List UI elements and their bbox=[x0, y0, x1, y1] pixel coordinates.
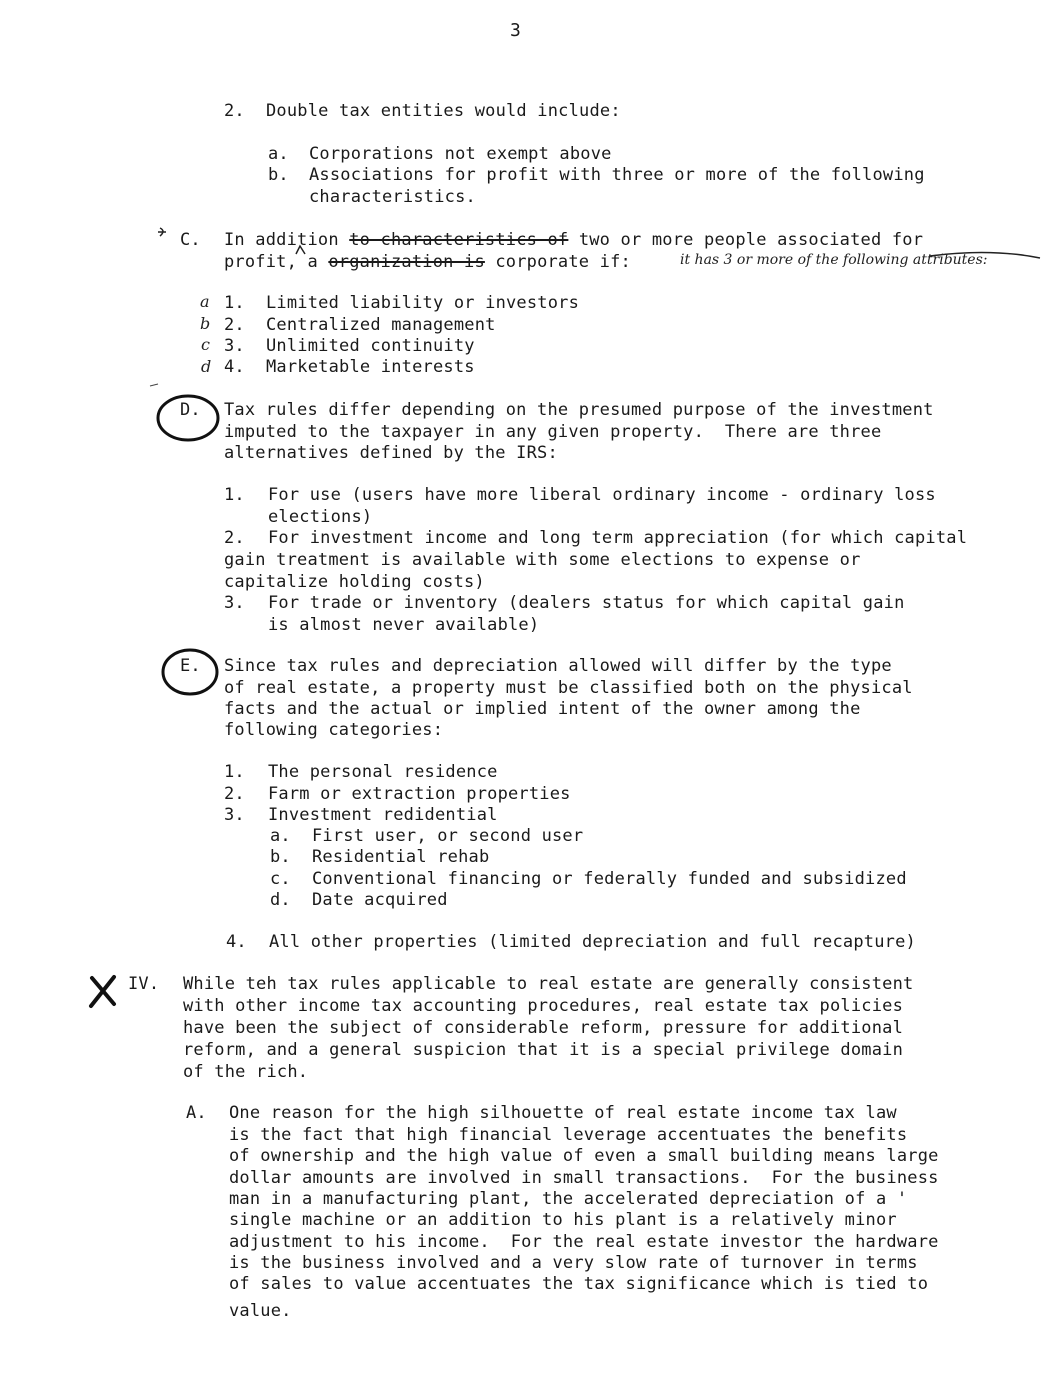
b2-b-label: b. bbox=[268, 165, 289, 185]
iv-x-mark bbox=[91, 977, 114, 1007]
c-item3-hand: c bbox=[201, 335, 210, 354]
iva-line9: of sales to value accentuates the tax significance which is tied to bbox=[229, 1274, 929, 1294]
d-item2-num: 2. bbox=[224, 528, 245, 548]
c-item3-text: Unlimited continuity bbox=[266, 336, 475, 356]
c-item2-num: 2. bbox=[224, 315, 245, 335]
c-line1-pre: In addition bbox=[224, 230, 339, 250]
c-item1-text: Limited liability or investors bbox=[266, 293, 580, 313]
c-item2-hand: b bbox=[200, 314, 211, 333]
d-item1-num: 1. bbox=[224, 485, 245, 505]
e-line4: following categories: bbox=[224, 720, 444, 740]
d-item1-line2: elections) bbox=[268, 507, 373, 527]
d-line2: imputed to the taxpayer in any given property. There are three bbox=[224, 422, 882, 442]
b2-b-continuation: characteristics. bbox=[309, 187, 476, 207]
e-sub-c-text: Conventional financing or federally funded and subsidized bbox=[312, 869, 907, 889]
e-sub-a-label: a. bbox=[270, 826, 291, 846]
e-item2-num: 2. bbox=[224, 784, 245, 804]
iv-line1: While teh tax rules applicable to real estate are generally consistent bbox=[183, 974, 914, 994]
e-sub-d-label: d. bbox=[270, 890, 291, 910]
c-item4-text: Marketable interests bbox=[266, 357, 475, 377]
c-item3-num: 3. bbox=[224, 336, 245, 356]
c-line1-post: two or more people associated for bbox=[578, 230, 924, 250]
c-item2-text: Centralized management bbox=[266, 315, 496, 335]
e-item1-text: The personal residence bbox=[268, 762, 498, 782]
e-label: E. bbox=[180, 656, 201, 676]
c-line2-struck: organization is bbox=[328, 252, 485, 272]
c-item1-num: 1. bbox=[224, 293, 245, 313]
e-item3-num: 3. bbox=[224, 805, 245, 825]
iva-line3: of ownership and the high value of even a small building means large bbox=[229, 1146, 939, 1166]
e-item1-num: 1. bbox=[224, 762, 245, 782]
c-line2-post: corporate if: bbox=[495, 252, 631, 272]
d-line1: Tax rules differ depending on the presumed purpose of the investment bbox=[224, 400, 934, 420]
e-sub-c-label: c. bbox=[270, 869, 291, 889]
e-line1: Since tax rules and depreciation allowed will differ by the type bbox=[224, 656, 892, 676]
e-item4-text: All other properties (limited depreciation and full recapture) bbox=[269, 932, 916, 952]
e-line3: facts and the actual or implied intent of the owner among the bbox=[224, 699, 861, 719]
page-number: 3 bbox=[510, 20, 522, 41]
c-item1-hand: a bbox=[200, 292, 210, 311]
b2-text: Double tax entities would include: bbox=[266, 101, 621, 121]
iv-line2: with other income tax accounting procedures, real estate tax policies bbox=[183, 996, 904, 1016]
d-item3-line1: For trade or inventory (dealers status for which capital gain bbox=[268, 593, 905, 613]
d-item2-line1: For investment income and long term appreciation (for which capital bbox=[268, 528, 968, 548]
e-sub-b-label: b. bbox=[270, 847, 291, 867]
d-item2-line3: capitalize holding costs) bbox=[224, 572, 485, 592]
iv-x-mark-text: X bbox=[92, 1006, 93, 1007]
c-line1 bbox=[224, 230, 923, 251]
d-item3-line2: is almost never available) bbox=[268, 615, 540, 635]
d-item1-line1: For use (users have more liberal ordinary income - ordinary loss bbox=[268, 485, 936, 505]
iva-line7: adjustment to his income. For the real estate investor the hardware bbox=[229, 1232, 939, 1252]
b2-a-text: Corporations not exempt above bbox=[309, 144, 612, 164]
b2-number: 2. bbox=[224, 101, 245, 121]
iva-line10: value. bbox=[229, 1301, 292, 1321]
d-item2-line2: gain treatment is available with some elections to expense or bbox=[224, 550, 861, 570]
iv-line3: have been the subject of considerable reform, pressure for additional bbox=[183, 1018, 904, 1038]
e-item3-text: Investment redidential bbox=[268, 805, 498, 825]
b2-b-text: Associations for profit with three or more of the following bbox=[309, 165, 925, 185]
d-line3: alternatives defined by the IRS: bbox=[224, 443, 558, 463]
c-line1-struck: to characteristics of bbox=[349, 230, 569, 250]
e-sub-d-text: Date acquired bbox=[312, 890, 448, 910]
c-line2 bbox=[224, 252, 631, 273]
c-item4-num: 4. bbox=[224, 357, 245, 377]
c-margin-tick bbox=[158, 228, 166, 236]
e-sub-b-text: Residential rehab bbox=[312, 847, 490, 867]
iva-line6: single machine or an addition to his plant is a relatively minor bbox=[229, 1210, 897, 1230]
iva-line1: One reason for the high silhouette of real estate income tax law bbox=[229, 1103, 897, 1123]
e-sub-a-text: First user, or second user bbox=[312, 826, 584, 846]
iv-line4: reform, and a general suspicion that it is a special privilege domain bbox=[183, 1040, 904, 1060]
iva-line2: is the fact that high financial leverage accentuates the benefits bbox=[229, 1125, 908, 1145]
b2-a-label: a. bbox=[268, 144, 289, 164]
iva-line5: man in a manufacturing plant, the accelerated depreciation of a ' bbox=[229, 1189, 908, 1209]
d-label: D. bbox=[180, 400, 201, 420]
c-item4-tick bbox=[150, 384, 158, 386]
c-handwritten-insert: it has 3 or more of the following attributes: bbox=[680, 252, 988, 268]
d-item3-num: 3. bbox=[224, 593, 245, 613]
c-label: C. bbox=[180, 230, 201, 250]
iv-label: IV. bbox=[128, 974, 160, 994]
iva-label: A. bbox=[186, 1103, 207, 1123]
c-line2-pre: profit, bbox=[224, 252, 298, 272]
iv-line5: of the rich. bbox=[183, 1062, 309, 1082]
iva-line4: dollar amounts are involved in small transactions. For the business bbox=[229, 1168, 939, 1188]
iva-line8: is the business involved and a very slow rate of turnover in terms bbox=[229, 1253, 918, 1273]
c-item4-hand: d bbox=[201, 357, 212, 376]
e-item4-num: 4. bbox=[226, 932, 247, 952]
c-line2-mid: a bbox=[307, 252, 318, 272]
e-item2-text: Farm or extraction properties bbox=[268, 784, 571, 804]
e-line2: of real estate, a property must be classified both on the physical bbox=[224, 678, 913, 698]
